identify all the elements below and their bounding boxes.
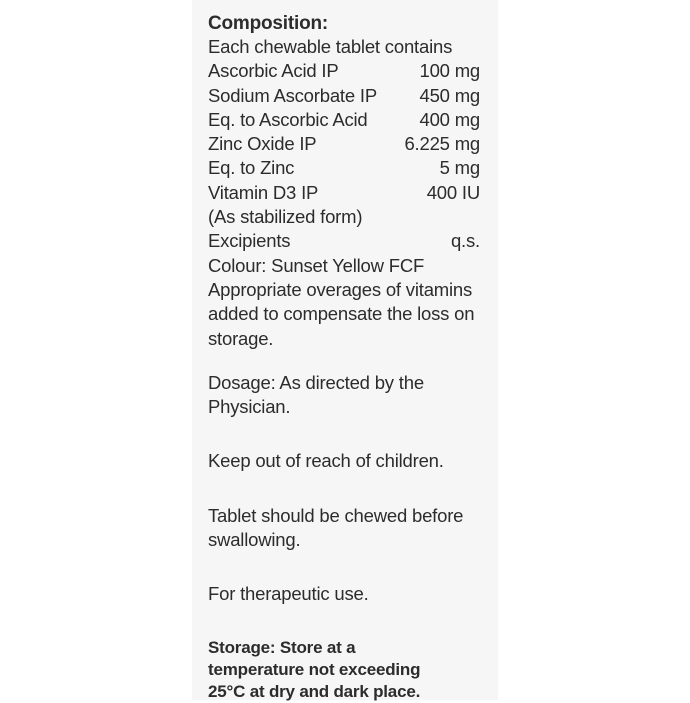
ingredient-row bbox=[208, 59, 480, 83]
overages-line: storage. bbox=[208, 327, 274, 349]
dosage-line: Physician. bbox=[208, 396, 291, 418]
excipients-row bbox=[208, 229, 480, 253]
ingredient-name: Sodium Ascorbate IP bbox=[208, 84, 377, 106]
ingredient-name: Vitamin D3 IP bbox=[208, 181, 319, 203]
excipients-name: Excipients bbox=[208, 230, 291, 252]
ingredient-row bbox=[208, 84, 480, 108]
ingredient-row bbox=[208, 156, 480, 180]
storage-line: 25°C at dry and dark place. bbox=[208, 681, 421, 701]
ingredient-value: 100 mg bbox=[419, 60, 480, 82]
tablet-note-line: swallowing. bbox=[208, 529, 301, 551]
keep-out-line: Keep out of reach of children. bbox=[208, 450, 444, 472]
ingredient-row bbox=[208, 132, 480, 156]
colour-line: Colour: Sunset Yellow FCF bbox=[208, 254, 425, 276]
ingredient-row bbox=[208, 108, 480, 132]
ingredient-name: Eq. to Zinc bbox=[208, 157, 295, 179]
storage-line: Storage: Store at a bbox=[208, 637, 356, 657]
ingredient-value: 6.225 mg bbox=[404, 133, 480, 155]
ingredient-value: 5 mg bbox=[439, 157, 480, 179]
ingredient-value: 400 IU bbox=[426, 181, 480, 203]
overages-line: Appropriate overages of vitamins bbox=[208, 278, 473, 300]
ingredient-value: 450 mg bbox=[419, 84, 480, 106]
spacer bbox=[208, 552, 498, 582]
spacer bbox=[208, 351, 498, 371]
label-card bbox=[192, 0, 498, 700]
overages-line: added to compensate the loss on bbox=[208, 303, 475, 325]
ingredient-row bbox=[208, 181, 480, 205]
stabilized-note: (As stabilized form) bbox=[208, 206, 363, 228]
ingredient-value: 400 mg bbox=[419, 108, 480, 130]
tablet-note-line: Tablet should be chewed before bbox=[208, 504, 464, 526]
spacer bbox=[208, 607, 498, 637]
dosage-line: Dosage: As directed by the bbox=[208, 371, 424, 393]
ingredient-name: Eq. to Ascorbic Acid bbox=[208, 108, 368, 130]
therapeutic-line: For therapeutic use. bbox=[208, 583, 369, 605]
ingredient-name: Ascorbic Acid IP bbox=[208, 60, 339, 82]
composition-intro: Each chewable tablet contains bbox=[208, 36, 453, 57]
spacer bbox=[208, 419, 498, 449]
storage-line: temperature not exceeding bbox=[208, 659, 421, 679]
composition-title: Composition: bbox=[208, 13, 329, 34]
ingredient-name: Zinc Oxide IP bbox=[208, 133, 317, 155]
excipients-value: q.s. bbox=[450, 230, 480, 252]
spacer bbox=[208, 474, 498, 504]
